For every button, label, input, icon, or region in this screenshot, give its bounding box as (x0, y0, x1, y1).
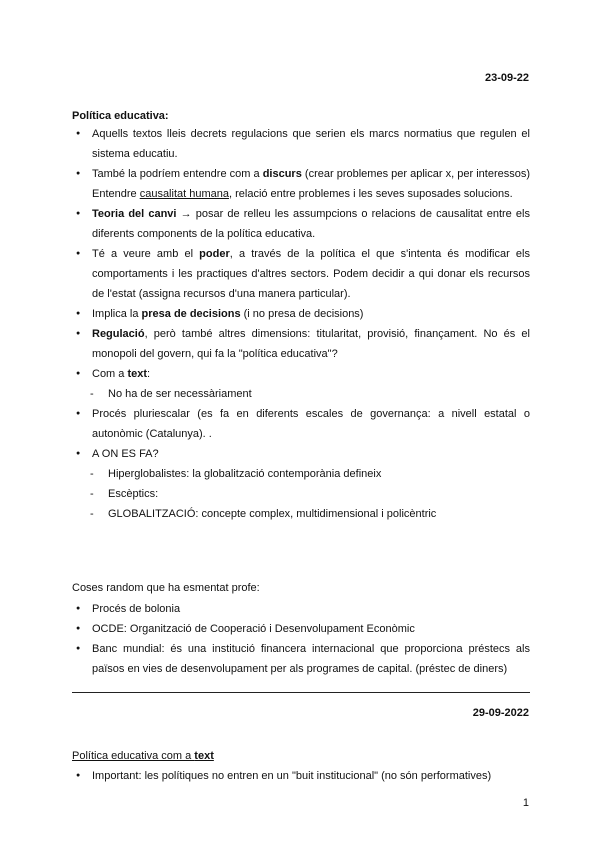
bullet-list-item (72, 304, 530, 324)
text-span: GLOBALITZACIÓ: concepte complex, multidimensional i policèntric (108, 508, 437, 520)
bullet-list-item (72, 599, 530, 619)
bullet-list-item (72, 324, 530, 364)
bullet-list-item (72, 619, 530, 639)
bullet-list-item (72, 766, 530, 786)
bold-text: presa de decisions (141, 308, 241, 320)
page-number: 1 (522, 797, 529, 809)
text-span: Escèptics: (108, 488, 159, 500)
dash-list-item (72, 484, 530, 504)
text-span: , relació entre problemes i les seves suposades solucions. (228, 188, 513, 200)
dash-list-item (72, 384, 530, 404)
date-header-2: 29-09-2022 (472, 707, 529, 719)
dash-list-item (72, 504, 530, 524)
text-span: , però també altres dimensions: titularitat, provisió, finançament. No és el monopoli del govern, qui fa la "política educativa"? (92, 328, 530, 360)
bullet-list-item (72, 164, 530, 204)
section-title-coses-random: Coses random que ha esmentat profe: (72, 582, 260, 594)
bullet-list-item (72, 404, 530, 444)
text-span: No ha de ser necessàriament (108, 388, 252, 400)
text-span: Té a veure amb el (92, 248, 200, 260)
text-span: Important: les polítiques no entren en un "buit institucional" (no són performatives) (92, 770, 492, 782)
text-span: OCDE: Organització de Cooperació i Desenvolupament Econòmic (92, 623, 415, 635)
text-span: (crear problemes per aplicar x, per interessos) Entendre (92, 168, 530, 200)
text-span: També la podríem entendre com a (92, 168, 263, 180)
bold-text: text (127, 368, 148, 380)
section-title-politica-text (72, 750, 214, 762)
text-span: Implica la (92, 308, 142, 320)
bold-text: poder (199, 248, 230, 260)
text-span: : (147, 368, 151, 380)
bullet-list-item (72, 444, 530, 464)
bullet-list-item (72, 364, 530, 384)
section3-title-prefix: Política educativa com a (72, 750, 195, 762)
text-span: Hiperglobalistes: la globalització contemporània defineix (108, 468, 382, 480)
section3-title-bold: text (194, 750, 214, 762)
bullet-list-item (72, 639, 530, 679)
bold-text: Teoria del canvi (92, 208, 177, 220)
text-span: Com a (92, 368, 128, 380)
text-span: Banc mundial: és una institució financera internacional que proporciona préstecs als països en vies de desenvolupament per als programes de capital. (préstec de diners) (92, 643, 530, 675)
section2-list (72, 599, 530, 679)
bullet-list-item (72, 204, 530, 244)
text-span: (i no presa de decisions) (240, 308, 364, 320)
section1-list (72, 124, 530, 524)
dash-list-item (72, 464, 530, 484)
bold-text: discurs (262, 168, 302, 180)
text-span: → posar de relleu les assumpcions o relacions de causalitat entre els diferents components de la política educativa. (92, 208, 530, 240)
bold-text: Regulació (92, 328, 145, 340)
date-header: 23-09-22 (484, 72, 529, 84)
underlined-text: causalitat humana (139, 188, 229, 200)
text-span: Procés de bolonia (92, 603, 181, 615)
section-title-politica-educativa: Política educativa: (72, 110, 169, 122)
text-span: Aquells textos lleis decrets regulacions que serien els marcs normatius que regulen el sistema educatiu. (92, 128, 530, 160)
section3-list (72, 766, 530, 786)
text-span: A ON ES FA? (92, 448, 159, 460)
text-span: , a través de la política el que s'intenta és modificar els comportaments i les practiques d'altres sectors. Podem decidir a qui donar els recursos de l'estat (assigna recursos d'una manera particular). (92, 248, 530, 300)
bullet-list-item (72, 244, 530, 304)
bullet-list-item (72, 124, 530, 164)
text-span: Procés pluriescalar (es fa en diferents escales de governança: a nivell estatal o autonòmic (Catalunya). . (92, 408, 530, 440)
horizontal-rule (72, 692, 530, 693)
